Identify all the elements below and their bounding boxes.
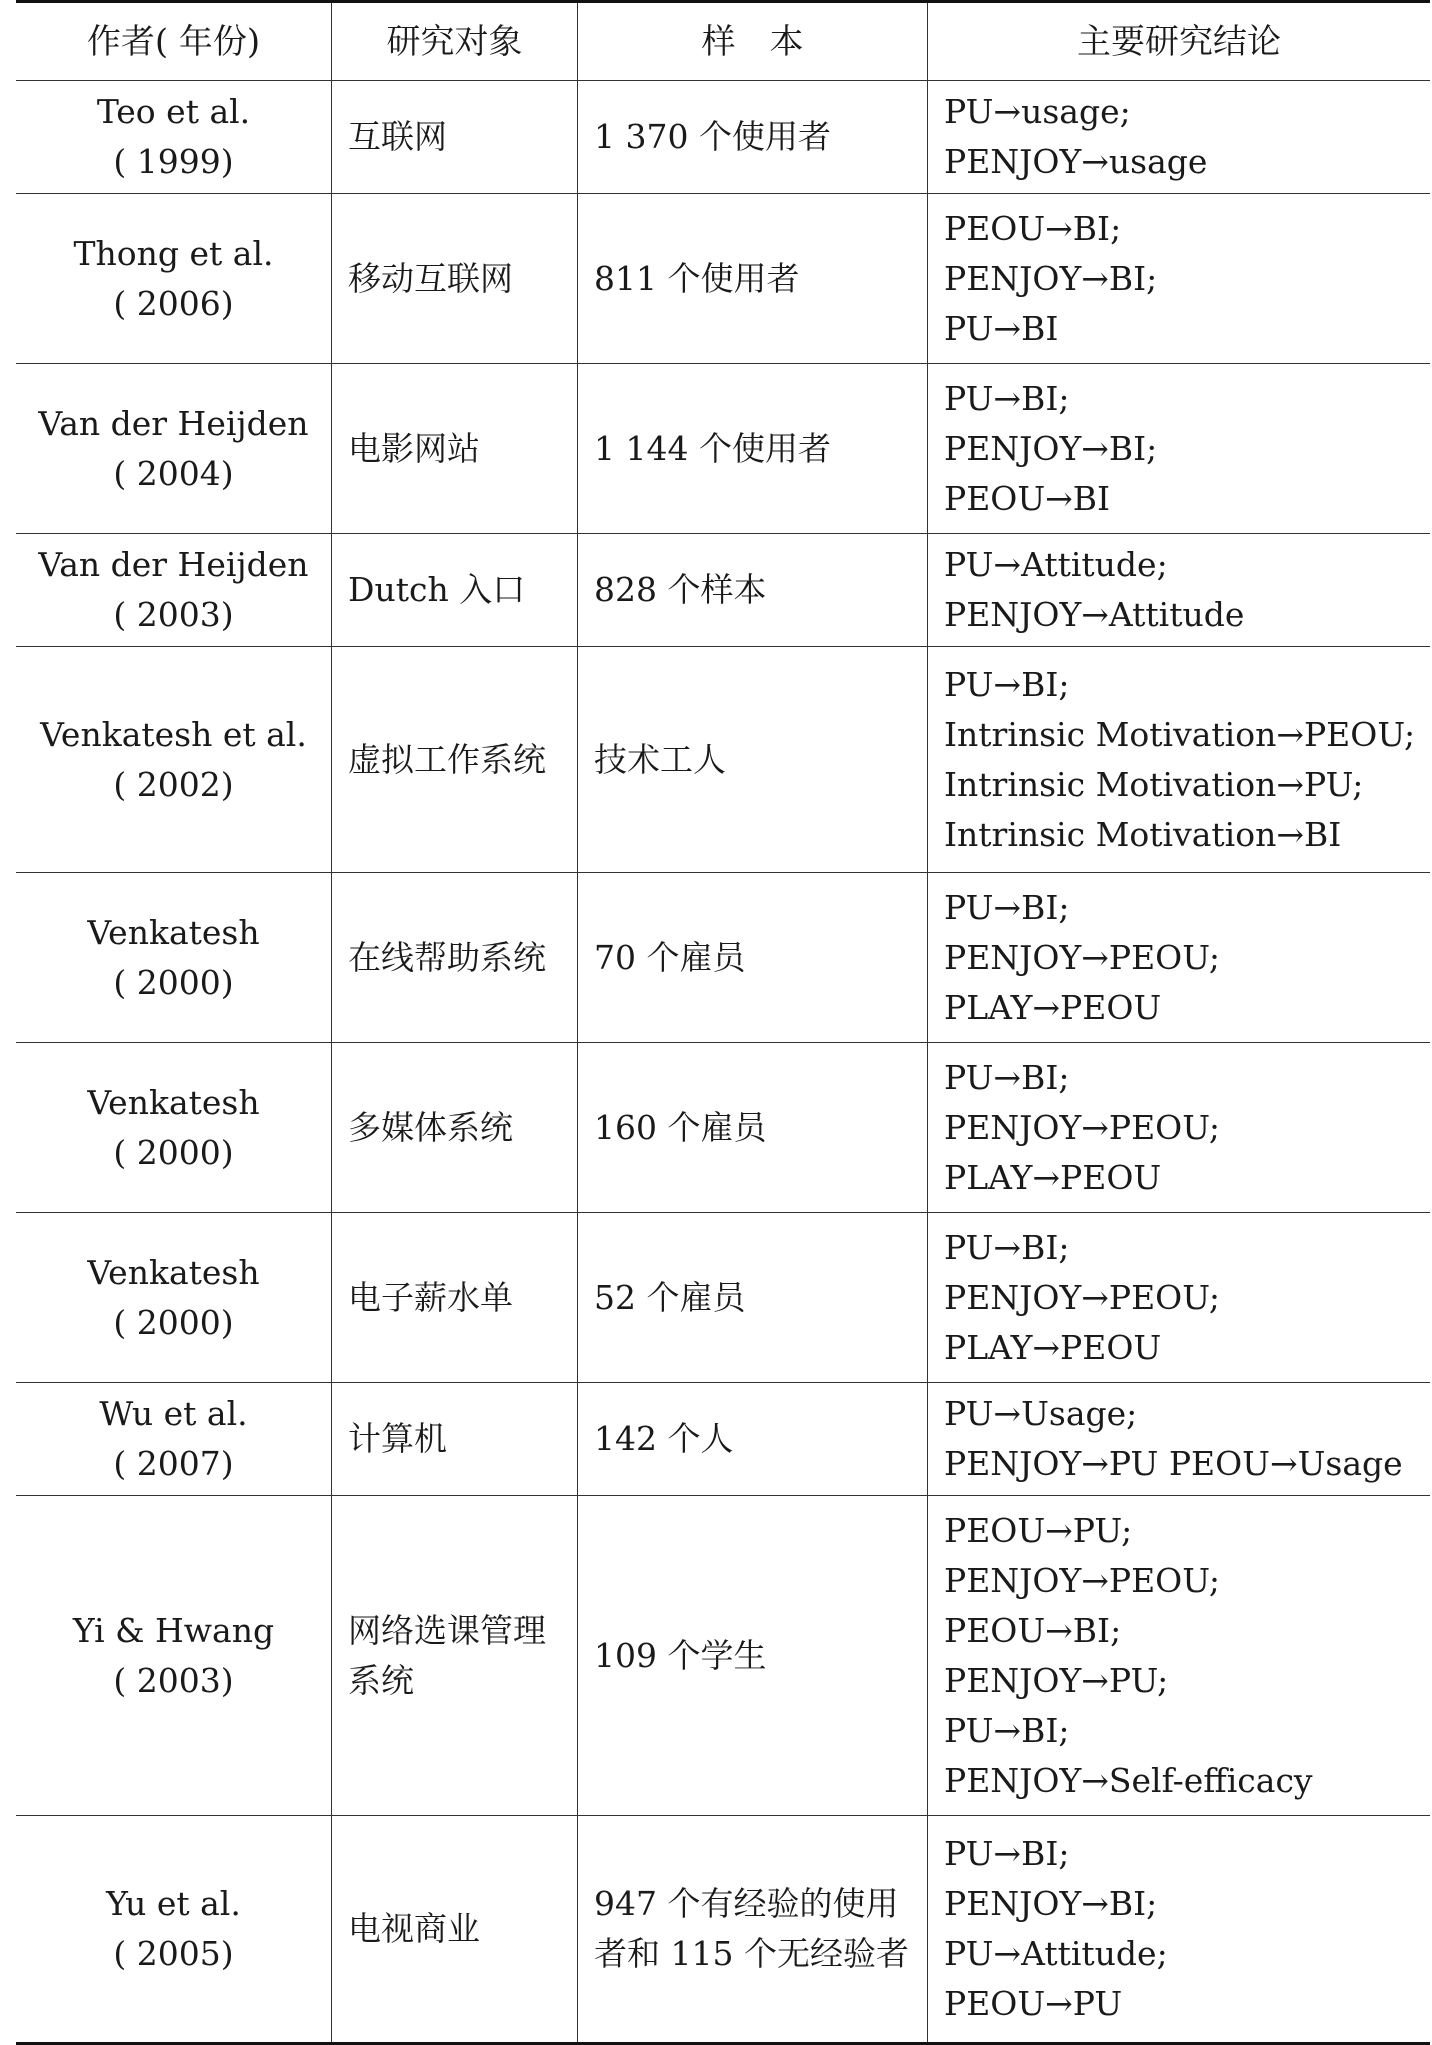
conclusions-lines — [944, 540, 1244, 640]
conclusion-line: Intrinsic Motivation→PU; — [944, 764, 1364, 804]
research-object-line: 多媒体系统 — [348, 1107, 513, 1147]
conclusion-line: PENJOY→usage — [944, 142, 1208, 181]
sample-line: 160 个雇员 — [594, 1107, 767, 1147]
author-year: ( 2003) — [113, 1660, 234, 1700]
author-lines — [106, 1879, 241, 1979]
conclusions-lines — [944, 660, 1415, 860]
research-object-lines — [348, 735, 546, 785]
research-object-line: 移动互联网 — [348, 258, 513, 298]
research-object-lines — [348, 1103, 513, 1153]
author-lines — [99, 1389, 247, 1489]
conclusions-cell — [928, 1496, 1430, 1816]
conclusion-line: PU→BI; — [944, 1710, 1070, 1750]
research-object-cell — [332, 534, 578, 647]
author-cell — [16, 364, 332, 534]
conclusions-lines — [944, 1223, 1220, 1373]
research-object-line: 互联网 — [348, 117, 447, 156]
conclusions-cell — [928, 1816, 1430, 2042]
author-lines — [73, 1606, 274, 1706]
sample-lines — [594, 1631, 766, 1681]
research-object-cell — [332, 364, 578, 534]
author-name: Wu et al. — [99, 1394, 248, 1433]
conclusion-line: PU→BI; — [944, 1227, 1070, 1267]
conclusion-line: PEOU→BI; — [944, 208, 1122, 248]
sample-lines — [594, 735, 726, 785]
sample-line: 1 144 个使用者 — [594, 428, 831, 468]
conclusions-cell — [928, 1043, 1430, 1213]
conclusion-line: PU→BI; — [944, 664, 1070, 704]
author-year: ( 1999) — [113, 142, 234, 181]
sample-cell — [578, 364, 928, 534]
conclusions-lines — [944, 1053, 1220, 1203]
sample-lines — [594, 254, 799, 304]
research-object-line: 计算机 — [348, 1419, 447, 1458]
conclusion-line: PU→BI — [944, 308, 1059, 348]
conclusion-line: PEOU→BI; — [944, 1610, 1122, 1650]
sample-cell — [578, 1496, 928, 1816]
sample-line: 142 个人 — [594, 1419, 734, 1458]
research-object-cell — [332, 81, 578, 194]
author-cell — [16, 1496, 332, 1816]
author-lines — [40, 710, 307, 810]
research-object-cell — [332, 1816, 578, 2042]
conclusion-line: PENJOY→Self-efficacy — [944, 1760, 1313, 1800]
conclusion-line: PENJOY→BI; — [944, 1884, 1158, 1923]
research-object-lines — [348, 1904, 480, 1954]
conclusion-line: PLAY→PEOU — [944, 1327, 1162, 1367]
research-object-line: 系统 — [348, 1660, 414, 1700]
author-lines — [87, 908, 259, 1008]
header-sample: 样 本 — [578, 3, 928, 81]
sample-cell — [578, 1213, 928, 1383]
author-name: Venkatesh et al. — [40, 714, 307, 754]
conclusions-lines — [944, 204, 1157, 354]
conclusions-lines — [944, 374, 1157, 524]
research-object-lines — [348, 933, 546, 983]
research-object-cell — [332, 647, 578, 873]
author-year: ( 2000) — [113, 1302, 234, 1342]
sample-lines — [594, 1879, 909, 1979]
conclusions-lines — [944, 1829, 1168, 2029]
author-name: Yu et al. — [106, 1884, 241, 1923]
sample-lines — [594, 112, 831, 162]
author-lines — [87, 1078, 259, 1178]
author-name: Venkatesh — [87, 912, 260, 952]
conclusions-lines — [944, 1389, 1403, 1489]
author-cell — [16, 534, 332, 647]
author-name: Van der Heijden — [38, 403, 309, 443]
sample-line: 者和 115 个无经验者 — [594, 1934, 909, 1973]
research-object-lines — [348, 424, 480, 474]
conclusion-line: PENJOY→BI; — [944, 258, 1158, 298]
conclusion-line: PENJOY→PU PEOU→Usage — [944, 1444, 1403, 1483]
conclusions-lines — [944, 1506, 1313, 1806]
conclusion-line: PEOU→PU; — [944, 1510, 1133, 1550]
sample-cell — [578, 81, 928, 194]
research-summary-table — [16, 0, 1430, 2045]
conclusion-line: PU→BI; — [944, 887, 1070, 927]
author-year: ( 2002) — [113, 764, 234, 804]
conclusion-line: Intrinsic Motivation→BI — [944, 814, 1342, 854]
conclusion-line: PENJOY→PEOU; — [944, 1107, 1220, 1147]
conclusions-cell — [928, 1213, 1430, 1383]
conclusions-cell — [928, 364, 1430, 534]
author-year: ( 2005) — [113, 1934, 234, 1973]
sample-line: 52 个雇员 — [594, 1277, 746, 1317]
header-author-year: 作者( 年份) — [16, 3, 332, 81]
header-research-object: 研究对象 — [332, 3, 578, 81]
author-lines — [97, 87, 250, 187]
conclusion-line: PU→Attitude; — [944, 545, 1168, 584]
sample-line: 811 个使用者 — [594, 258, 800, 298]
research-object-lines — [348, 254, 513, 304]
conclusion-line: PLAY→PEOU — [944, 1157, 1162, 1197]
sample-lines — [594, 565, 766, 615]
research-object-lines — [348, 1606, 546, 1706]
sample-lines — [594, 1414, 733, 1464]
research-object-cell — [332, 1043, 578, 1213]
sample-cell — [578, 1043, 928, 1213]
research-object-cell — [332, 873, 578, 1043]
conclusions-cell — [928, 1383, 1430, 1496]
conclusion-line: PU→BI; — [944, 378, 1070, 418]
author-name: Venkatesh — [87, 1252, 260, 1292]
conclusion-line: PENJOY→Attitude — [944, 595, 1245, 634]
research-object-lines — [348, 112, 447, 162]
author-lines — [38, 540, 308, 640]
author-name: Van der Heijden — [38, 545, 309, 584]
research-object-cell — [332, 1496, 578, 1816]
conclusion-line: PU→BI; — [944, 1834, 1070, 1873]
conclusion-line: PEOU→BI — [944, 478, 1111, 518]
research-object-lines — [348, 565, 525, 615]
sample-line: 1 370 个使用者 — [594, 117, 831, 156]
research-object-line: Dutch 入口 — [348, 570, 526, 609]
sample-line: 109 个学生 — [594, 1635, 767, 1675]
author-cell — [16, 1213, 332, 1383]
sample-cell — [578, 1383, 928, 1496]
research-object-line: 电视商业 — [348, 1909, 480, 1948]
research-object-line: 电子薪水单 — [348, 1277, 513, 1317]
sample-line: 828 个样本 — [594, 570, 767, 609]
research-object-cell — [332, 1383, 578, 1496]
research-object-line: 虚拟工作系统 — [348, 739, 546, 779]
conclusion-line: PENJOY→BI; — [944, 428, 1158, 468]
author-cell — [16, 1043, 332, 1213]
research-object-cell — [332, 194, 578, 364]
conclusion-line: Intrinsic Motivation→PEOU; — [944, 714, 1416, 754]
author-name: Teo et al. — [96, 92, 251, 131]
author-year: ( 2000) — [113, 962, 234, 1002]
research-object-line: 电影网站 — [348, 428, 480, 468]
author-lines — [38, 399, 308, 499]
sample-cell — [578, 873, 928, 1043]
research-object-line: 网络选课管理 — [348, 1610, 546, 1650]
sample-line: 技术工人 — [594, 739, 726, 779]
author-year: ( 2006) — [113, 283, 234, 323]
author-cell — [16, 81, 332, 194]
sample-lines — [594, 424, 831, 474]
research-object-line: 在线帮助系统 — [348, 937, 546, 977]
author-cell — [16, 647, 332, 873]
sample-cell — [578, 534, 928, 647]
conclusions-lines — [944, 883, 1220, 1033]
research-object-lines — [348, 1273, 513, 1323]
conclusions-lines — [944, 87, 1207, 187]
author-cell — [16, 873, 332, 1043]
author-lines — [74, 229, 274, 329]
author-cell — [16, 194, 332, 364]
sample-cell — [578, 194, 928, 364]
conclusion-line: PEOU→PU — [944, 1984, 1123, 2023]
conclusions-cell — [928, 534, 1430, 647]
conclusion-line: PENJOY→PEOU; — [944, 937, 1220, 977]
sample-cell — [578, 1816, 928, 2042]
author-cell — [16, 1816, 332, 2042]
conclusions-cell — [928, 873, 1430, 1043]
sample-cell — [578, 647, 928, 873]
conclusion-line: PU→usage; — [944, 92, 1131, 131]
author-year: ( 2003) — [113, 595, 234, 634]
conclusion-line: PENJOY→PEOU; — [944, 1277, 1220, 1317]
sample-lines — [594, 1273, 745, 1323]
author-name: Yi & Hwang — [72, 1610, 275, 1650]
sample-line: 70 个雇员 — [594, 937, 746, 977]
research-object-lines — [348, 1414, 447, 1464]
conclusion-line: PU→Attitude; — [944, 1934, 1168, 1973]
author-name: Thong et al. — [73, 233, 274, 273]
author-year: ( 2007) — [113, 1444, 234, 1483]
author-year: ( 2000) — [113, 1132, 234, 1172]
header-main-conclusions: 主要研究结论 — [928, 3, 1430, 81]
author-lines — [87, 1248, 259, 1348]
sample-lines — [594, 933, 745, 983]
conclusion-line: PENJOY→PU; — [944, 1660, 1169, 1700]
conclusion-line: PU→BI; — [944, 1057, 1070, 1097]
conclusion-line: PENJOY→PEOU; — [944, 1560, 1220, 1600]
conclusions-cell — [928, 194, 1430, 364]
conclusions-cell — [928, 647, 1430, 873]
author-cell — [16, 1383, 332, 1496]
author-name: Venkatesh — [87, 1082, 260, 1122]
conclusion-line: PU→Usage; — [944, 1394, 1138, 1433]
sample-line: 947 个有经验的使用 — [594, 1884, 899, 1923]
author-year: ( 2004) — [113, 453, 234, 493]
research-object-cell — [332, 1213, 578, 1383]
sample-lines — [594, 1103, 766, 1153]
conclusion-line: PLAY→PEOU — [944, 987, 1162, 1027]
conclusions-cell — [928, 81, 1430, 194]
